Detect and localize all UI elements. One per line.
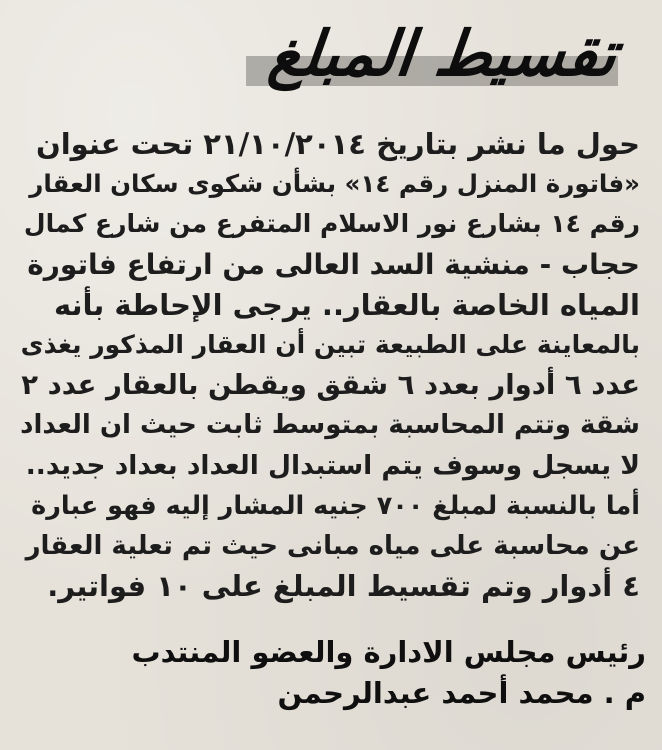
signature-name: م . محمد أحمد عبدالرحمن: [277, 676, 646, 710]
article-body: [20, 124, 640, 606]
body-line: حجاب - منشية السد العالى من ارتفاع فاتورة: [27, 247, 640, 281]
headline: تقسيط المبلغ: [264, 17, 620, 90]
signature-block: [14, 632, 646, 714]
signature-title: رئيس مجلس الادارة والعضو المنتدب: [131, 635, 646, 669]
body-line: بالمعاينة على الطبيعة تبين أن العقار المذكور يغذى: [20, 330, 640, 360]
body-line: شقة وتتم المحاسبة بمتوسط ثابت حيث ان العداد: [20, 410, 640, 441]
body-line: «فاتورة المنزل رقم ١٤» بشأن شكوى سكان العقار: [29, 169, 640, 199]
body-line: ٤ أدوار وتم تقسيط المبلغ على ١٠ فواتير.: [47, 569, 640, 604]
body-line: المياه الخاصة بالعقار.. يرجى الإحاطة بأنه: [53, 287, 640, 322]
body-line: حول ما نشر بتاريخ ٢١/١٠/٢٠١٤ تحت عنوان: [35, 127, 640, 161]
body-line: عدد ٦ أدوار بعدد ٦ شقق ويقطن بالعقار عدد ٢: [21, 369, 640, 402]
body-line: رقم ١٤ بشارع نور الاسلام المتفرع من شارع كمال: [23, 209, 640, 239]
body-line: لا يسجل وسوف يتم استبدال العداد بعداد جديد..: [25, 449, 640, 481]
body-line: عن محاسبة على مياه مبانى حيث تم تعلية العقار: [25, 531, 640, 562]
headline-block: [0, 8, 662, 104]
body-line: أما بالنسبة لمبلغ ٧٠٠ جنيه المشار إليه فهو عبارة: [31, 490, 640, 521]
